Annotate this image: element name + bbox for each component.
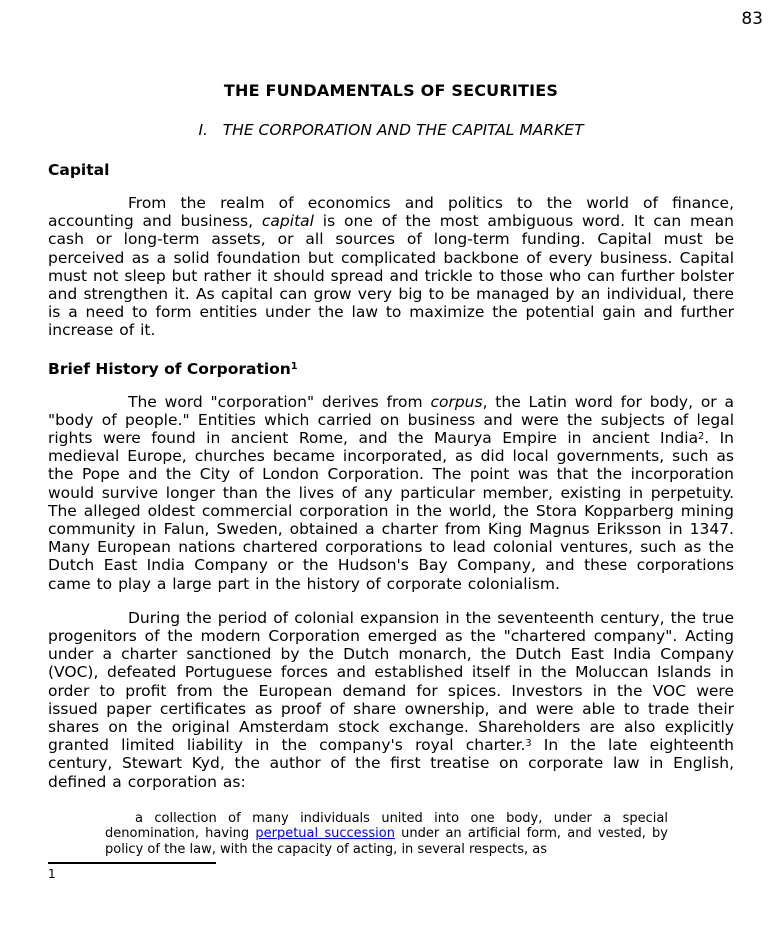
- footnote-ref-1: 1: [290, 361, 298, 373]
- heading-capital: [48, 161, 734, 180]
- blockquote-corporation-definition: [105, 811, 668, 858]
- page-number: 83: [741, 9, 763, 29]
- heading-brief-history: [48, 360, 734, 379]
- document-subtitle: I. THE CORPORATION AND THE CAPITAL MARKET: [198, 121, 584, 139]
- footnote-ref-3: 3: [525, 737, 532, 749]
- footnote-separator: [48, 862, 216, 864]
- footnote-marker: 1: [48, 866, 56, 881]
- footnote-ref-2: 2: [698, 430, 705, 442]
- text-run: Brief History of Corporation: [48, 359, 291, 378]
- text-run: During the period of colonial expansion in the seventeenth century, the true progenitors of the modern Corporation emerged as the "chartered company". Acting under a charter sanctioned by the Dutch monarch, the Dutch East India Company (VOC), defeated Portuguese forces and established itself in the Moluccan Islands in order to profit from the European demand for spices. Investors in the VOC were issued paper certificates as proof of share ownership, and were able to trade their shares on the original Amsterdam stock exchange. Shareholders are also explicitly granted limited liability in the company's royal charter.: [48, 608, 734, 755]
- text-run: a collection of many individuals united into one body, under a special denomination, having: [105, 810, 668, 842]
- perpetual-succession-link[interactable]: perpetual succession: [255, 826, 395, 842]
- document-title: THE FUNDAMENTALS OF SECURITIES: [223, 81, 559, 100]
- text-run: In the late eighteenth century, Stewart Kyd, the author of the first treatise on corporate law in English, defined a corporation as:: [48, 736, 735, 791]
- paragraph-capital: [48, 194, 734, 340]
- paragraph-history-1: [48, 393, 734, 593]
- italic-text: corpus: [430, 392, 483, 411]
- paragraph-history-2: [48, 609, 734, 791]
- text-run: The word "corporation" derives from: [128, 392, 431, 411]
- text-run: . In medieval Europe, churches became incorporated, as did local governments, such as the Pope and the City of London Corporation. The point was that the incorporation would survive longer than the lives of any particular member, existing in perpetuity. The alleged oldest commercial corporation in the world, the Stora Kopparberg mining community in Falun, Sweden, obtained a charter from King Magnus Eriksson in 1347. Many European nations chartered corporations to lead colonial ventures, such as the Dutch East India Company or the Hudson's Bay Company, and these corporations came to play a large part in the history of corporate colonialism.: [48, 429, 734, 593]
- text-run: From the realm of economics and politics to the world of finance, accounting and business,: [48, 194, 734, 231]
- text-run: under an artificial form, and vested, by policy of the law, with the capacity of acting, in several respects, as: [105, 826, 668, 858]
- text-run: , the Latin word for body, or a "body of people." Entities which carried on business and were the subjects of legal rights were found in ancient Rome, and the Maurya Empire in ancient India: [48, 392, 734, 448]
- italic-text: capital: [261, 212, 314, 231]
- text-run: is one of the most ambiguous word. It can mean cash or long-term assets, or all sources of long-term funding. Capital must be perceived as a solid foundation but complicated backbone of every business. Capital must not sleep but rather it should spread and trickle to those who can further bolster and strengthen it. As capital can grow very big to be managed by an individual, there is a need to form entities under the law to maximize the potential gain and further increase of it.: [48, 212, 734, 340]
- text-run: Capital: [48, 161, 110, 179]
- footnote-area: [48, 862, 734, 881]
